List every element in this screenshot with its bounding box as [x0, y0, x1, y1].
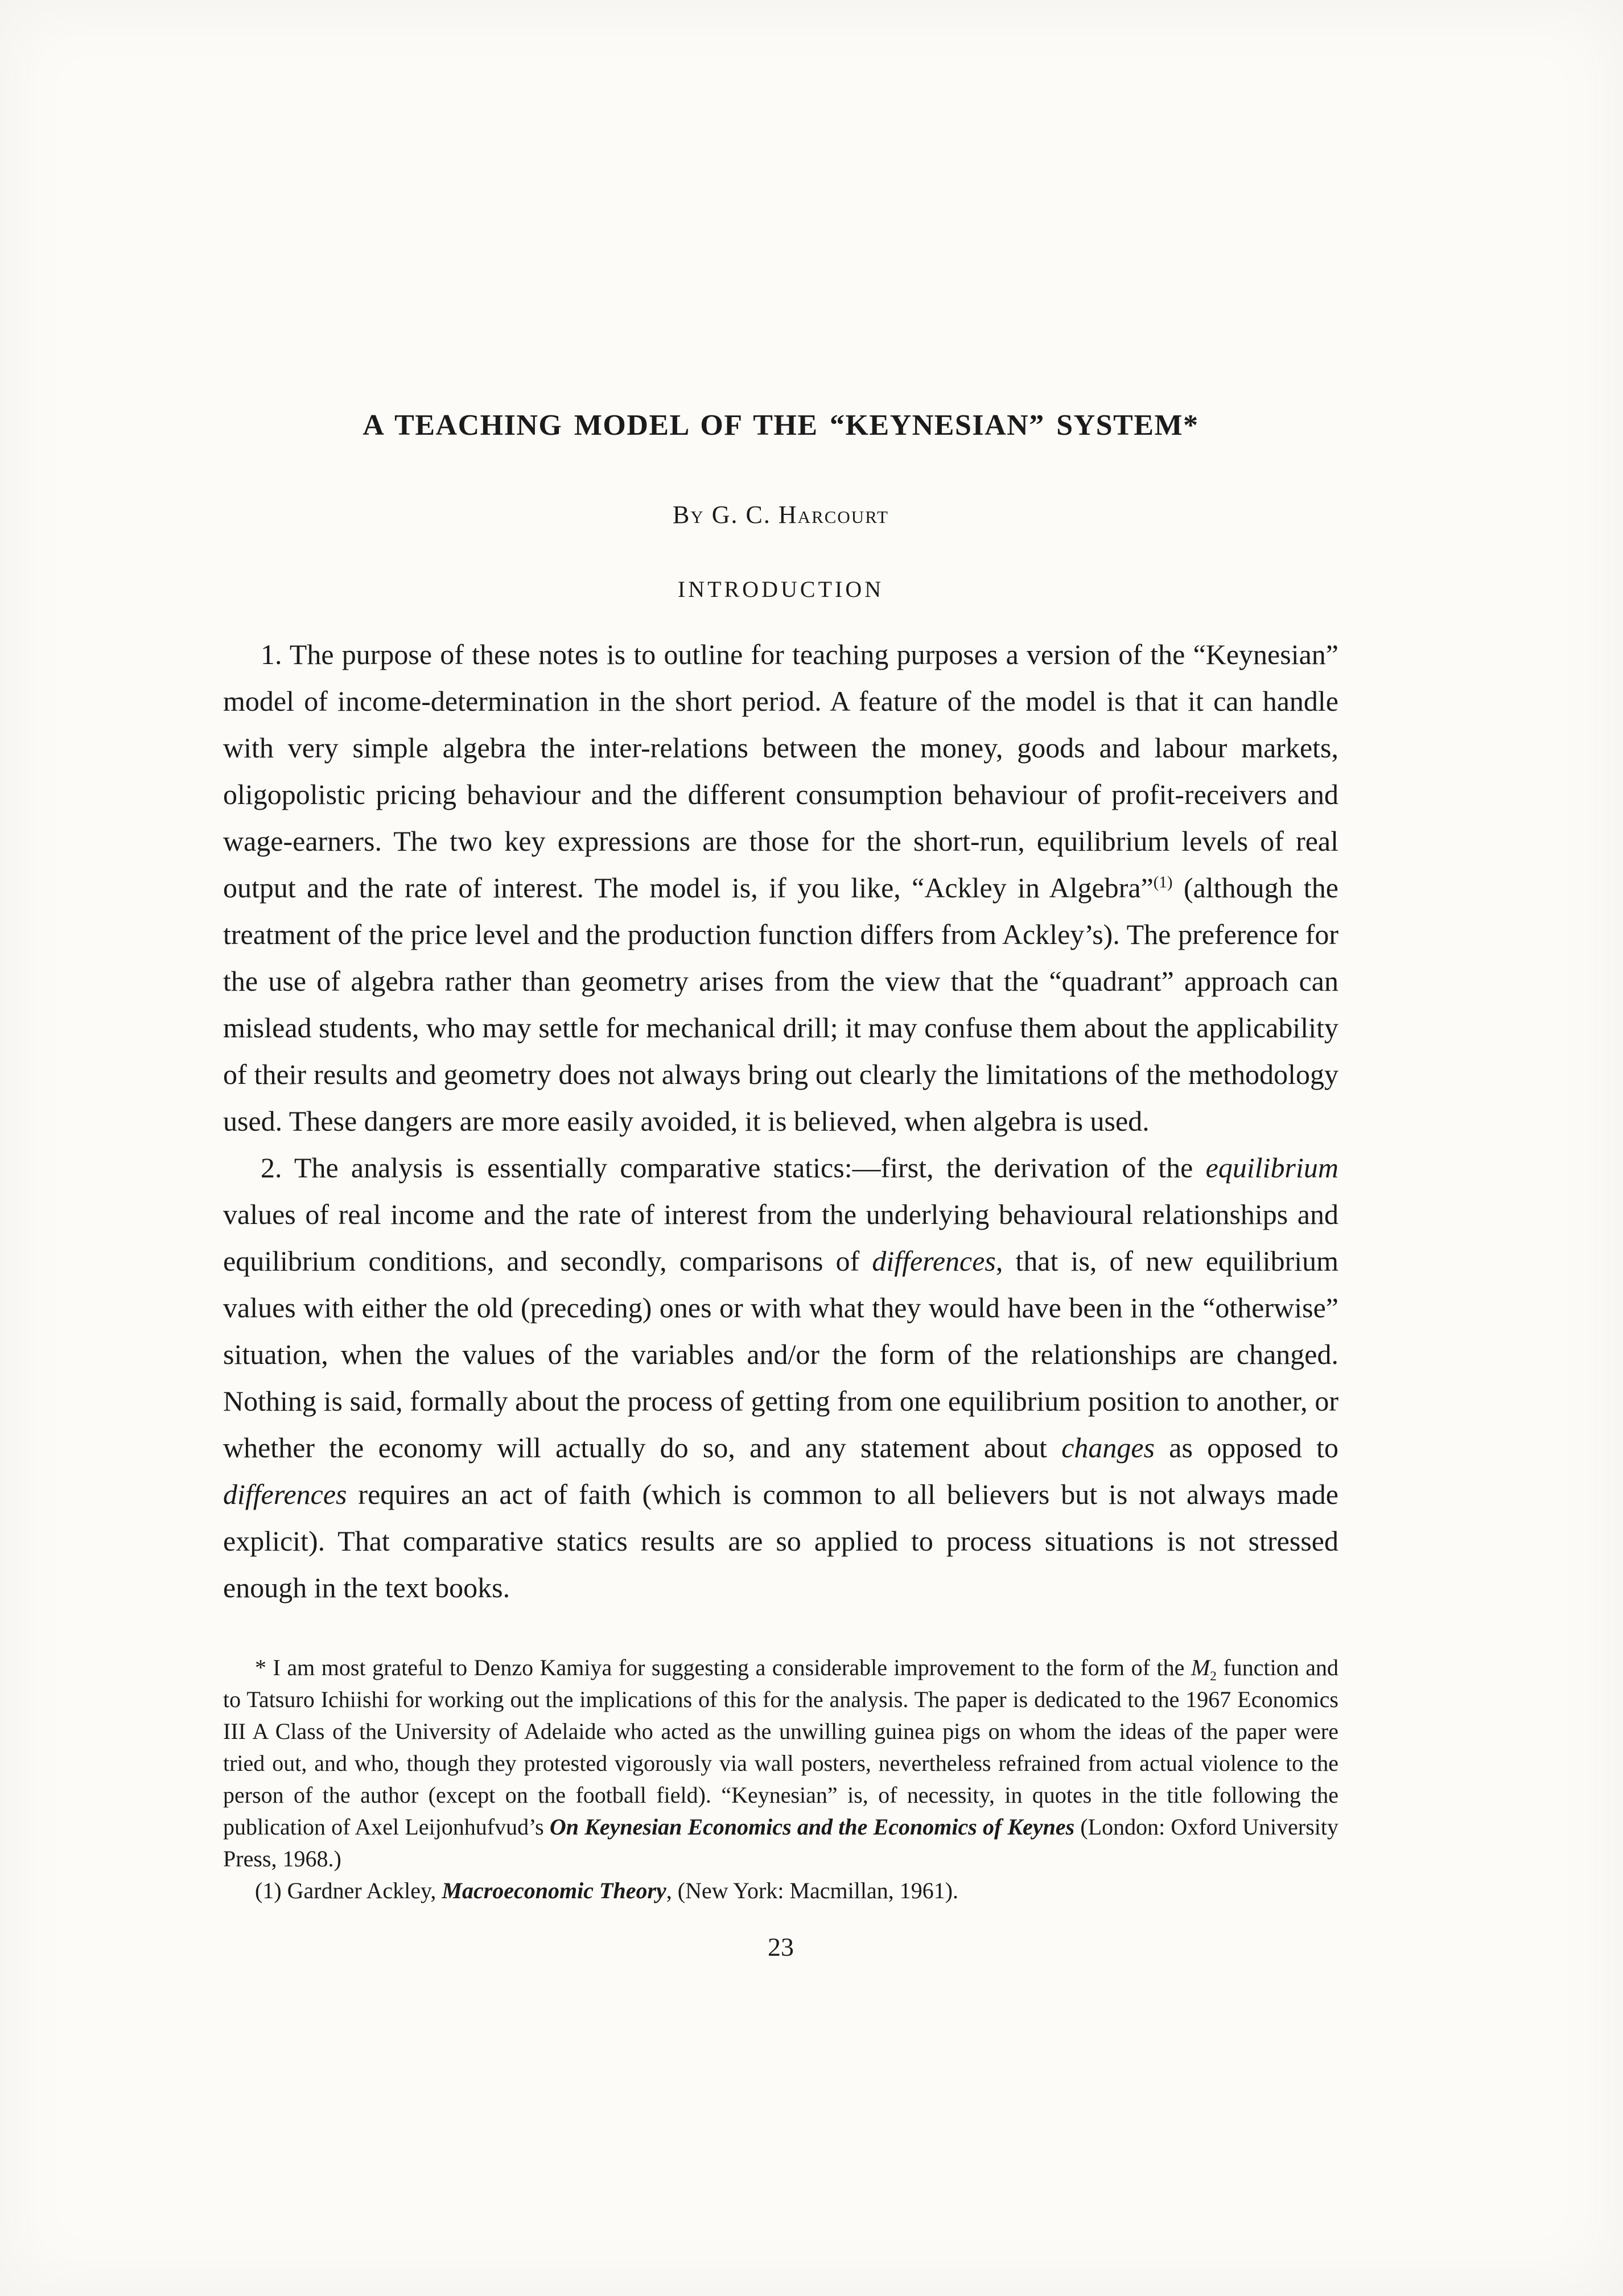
- body-paragraphs: [223, 631, 1338, 1611]
- text-run: , (New York: Macmillan, 1961).: [666, 1878, 959, 1903]
- paragraph: [223, 631, 1338, 1144]
- text-run: requires an act of faith (which is common to all believers but is not always made explicit). That comparative statics results are so applied to process situations is not stressed enough in the text books.: [223, 1478, 1338, 1604]
- text-run: 1. The purpose of these notes is to outline for teaching purposes a version of the “Keynesian” model of income-determination in the short period. A feature of the model is that it can handle with very simple algebra the inter-relations between the money, goods and labour markets, oligopolistic pricing behaviour and the different consumption behaviour of profit-receivers and wage-earners. The two key expressions are those for the short-run, equilibrium levels of real output and the rate of interest. The model is, if you like, “Ackley in Algebra”: [223, 638, 1338, 904]
- section-heading-introduction: INTRODUCTION: [677, 576, 884, 602]
- text-run: equilibrium: [1205, 1152, 1338, 1184]
- footnote: [223, 1875, 1338, 1907]
- text-run: 2. The analysis is essentially comparative statics:—first, the derivation of the: [261, 1152, 1206, 1184]
- text-run: (although the treatment of the price level and the production function differs from Ackley’s). The preference for the use of algebra rather than geometry arises from the view that the “quadrant” approach can mislead students, who may settle for mechanical drill; it may confuse them about the applicability of their results and geometry does not always bring out clearly the limitations of the methodology used. These dangers are more easily avoided, it is believed, when algebra is used.: [223, 872, 1338, 1137]
- text-run: On Keynesian Economics and the Economics of Keynes: [549, 1814, 1075, 1840]
- footnotes: [223, 1652, 1338, 1907]
- text-run: as opposed to: [1155, 1432, 1338, 1464]
- text-run: (London: Oxford University Press, 1968.): [223, 1814, 1338, 1872]
- text-run: differences: [223, 1478, 347, 1510]
- text-run: , that is, of new equilibrium values with either the old (preceding) ones or with what they would have been in the “otherwise” situation, when the values of the variables and/or the form of the relationships are changed. Nothing is said, formally about the process of getting from one equilibrium position to another, or whether the economy will actually do so, and any statement about: [223, 1245, 1338, 1464]
- page-title: A TEACHING MODEL OF THE “KEYNESIAN” SYSTEM*: [363, 409, 1199, 442]
- footnote: [223, 1652, 1338, 1875]
- text-run: changes: [1061, 1432, 1155, 1464]
- text-run: (1): [1153, 873, 1173, 892]
- text-run: Macroeconomic Theory: [442, 1878, 666, 1903]
- text-run: (1) Gardner Ackley,: [255, 1878, 442, 1903]
- text-run: differences: [872, 1245, 996, 1277]
- byline: By G. C. Harcourt: [673, 501, 889, 529]
- page-number: 23: [768, 1932, 794, 1961]
- text-run: 2: [1210, 1669, 1217, 1684]
- text-run: values of real income and the rate of interest from the underlying behavioural relationships and equilibrium conditions, and secondly, comparisons of: [223, 1198, 1338, 1277]
- text-run: M: [1191, 1655, 1210, 1680]
- paragraph: [223, 1144, 1338, 1611]
- text-run: function and to Tatsuro Ichiishi for working out the implications of this for the analysis. The paper is dedicated to the 1967 Economics III A Class of the University of Adelaide who acted as the unwilling guinea pigs on whom the ideas of the paper were tried out, and who, though they protested vigorously via wall posters, nevertheless refrained from actual violence to the person of the author (except on the football field). “Keynesian” is, of necessity, in quotes in the title following the publication of Axel Leijonhufvud’s: [223, 1655, 1338, 1840]
- text-run: * I am most grateful to Denzo Kamiya for suggesting a considerable improvement to the form of the: [255, 1655, 1191, 1680]
